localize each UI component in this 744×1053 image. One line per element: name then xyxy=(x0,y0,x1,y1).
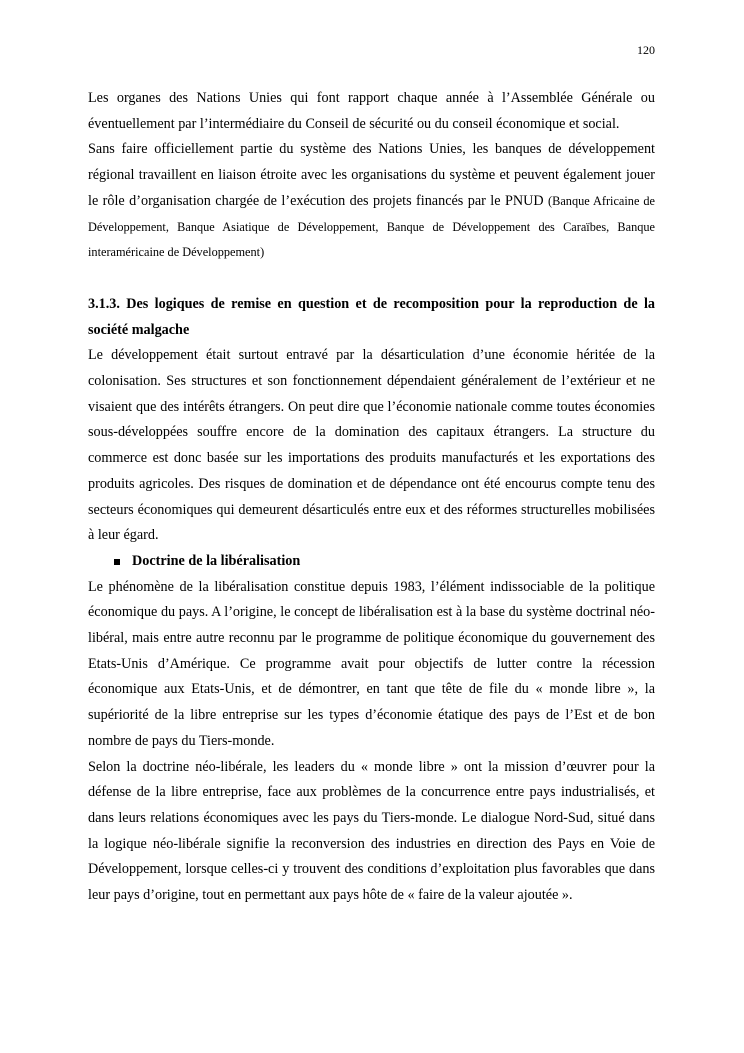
bullet-heading-label: Doctrine de la libéralisation xyxy=(132,552,301,569)
page-number: 120 xyxy=(637,43,655,57)
section-heading: 3.1.3. Des logiques de remise en question et de recomposition pour la reproduction de la société malgache xyxy=(88,295,655,338)
paragraph-un-organs: Les organes des Nations Unies qui font rapport chaque année à l’Assemblée Générale ou éventuellement par l’intermédiaire du Conseil de sécurité ou du conseil économique et social. xyxy=(88,90,655,132)
bullet-heading xyxy=(114,549,655,575)
paragraph-liberalisation: Le phénomène de la libéralisation constitue depuis 1983, l’élément indissociable de la politique économique du pays. A l’origine, le concept de libéralisation est à la base du système doctrinal néo-libéral, mais entre autre reconnu par le programme de politique économique du gouvernement des Etats-Unis d’Amérique. Ce programme avait pour objectifs de lutter contre la récession économique aux Etats-Unis, et de démontrer, en tant que tête de file du « monde libre », la supériorité de la libre entreprise sur les types d’économie étatique des pays de l’Est et de bon nombre de pays du Tiers-monde. xyxy=(88,578,655,749)
paragraph-development-banks xyxy=(88,137,655,266)
paragraph-development-banks-list: (Banque Africaine de Développement, Banque Asiatique de Développement, Banque de Développement des Caraïbes, Banque interaméricaine de Développement) xyxy=(88,193,655,260)
section-spacer xyxy=(88,266,655,292)
paragraph-neoliberal-doctrine: Selon la doctrine néo-libérale, les leaders du « monde libre » ont la mission d’œuvrer pour la défense de la libre entreprise, face aux problèmes de la concurrence entre pays industrialisés, et dans leurs relations économiques avec les pays du Tiers-monde. Le dialogue Nord-Sud, situé dans la logique néo-libérale signifie la reconversion des industries en direction des Pays en Voie de Développement, lorsque celles-ci y trouvent des conditions d’exploitation plus favorables que dans leur pays d’origine, tout en permettant aux pays hôte de « faire de la valeur ajoutée ». xyxy=(88,758,655,904)
page-body xyxy=(88,86,655,909)
square-bullet-icon xyxy=(114,559,120,565)
paragraph-disarticulation: Le développement était surtout entravé par la désarticulation d’une économie héritée de la colonisation. Ses structures et son fonctionnement dépendaient généralement de l’extérieur et ne visaient que des intérêts étrangers. On peut dire que l’économie nationale comme toutes économies sous-développées souffre encore de la domination des capitaux étrangers. La structure du commerce est donc basée sur les importations des produits manufacturés et les exportations des produits agricoles. Des risques de domination et de dépendance ont été encourus compte tenu des secteurs économiques qui demeurent désarticulés entre eux et des réformes structurelles mobilisées à leur égard. xyxy=(88,347,655,544)
paragraph-development-banks-text: Sans faire officiellement partie du système des Nations Unies, les banques de développement régional travaillent en liaison étroite avec les organisations du système et peuvent également jouer le rôle d’organisation chargée de l’exécution des projets financés par le PNUD xyxy=(88,141,655,209)
